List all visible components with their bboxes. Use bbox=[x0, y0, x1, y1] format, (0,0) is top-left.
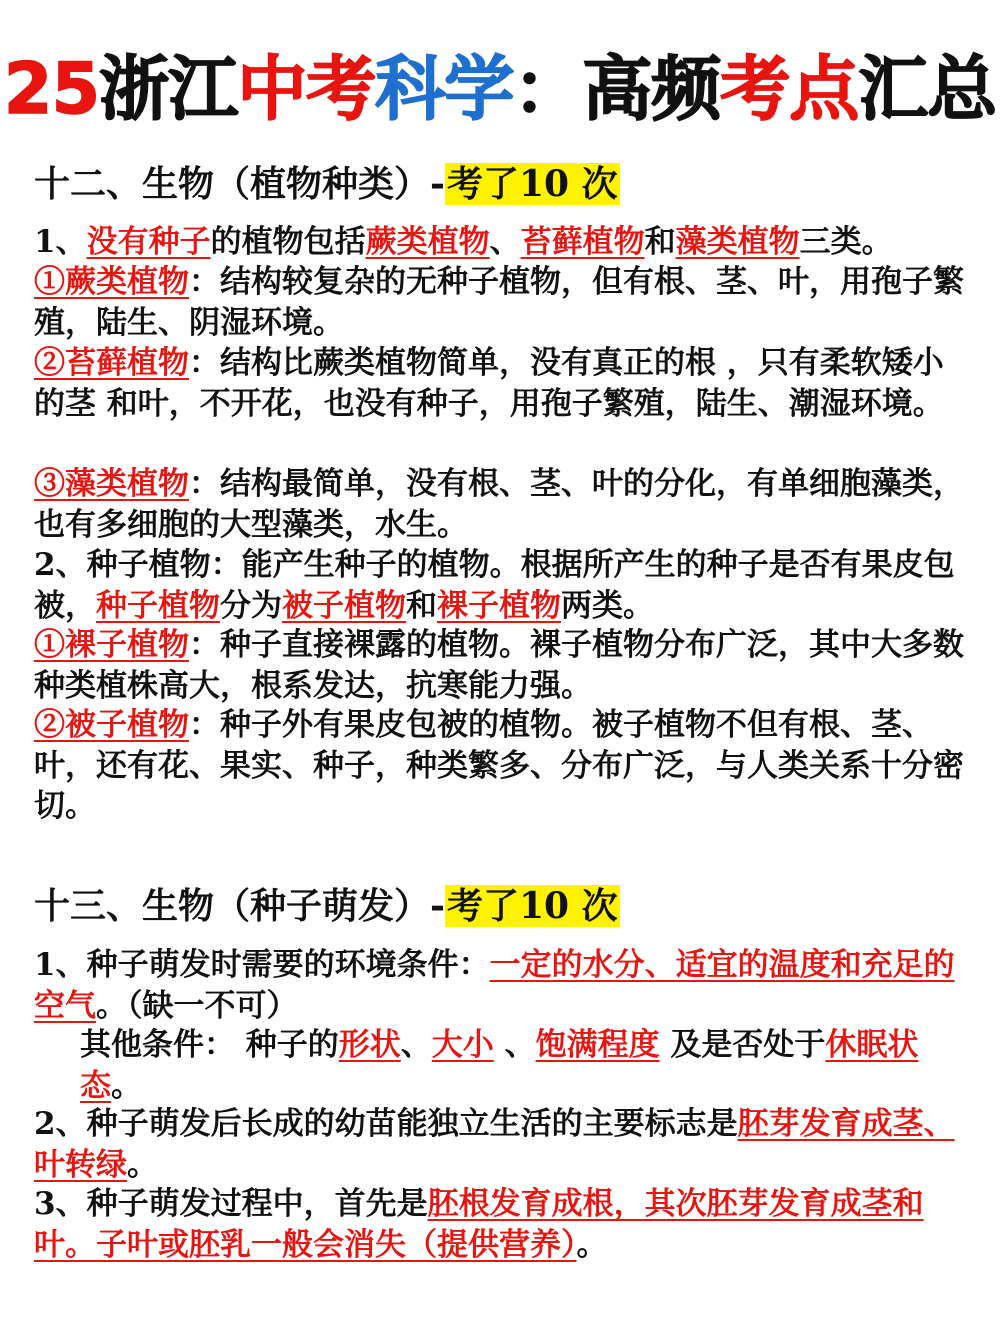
s13-item-2 bbox=[34, 1104, 974, 1185]
s13-item-1-text-a: 1、种子萌发时需要的环境条件： bbox=[34, 947, 490, 983]
section-12-count-badge: 考了10 次 bbox=[446, 163, 618, 205]
s12-item-2-key-gymnosperm: 裸子植物 bbox=[437, 587, 561, 624]
s13-other-text-e: 。 bbox=[111, 1067, 142, 1104]
s13-item-1-text-b: 。（缺一不可） bbox=[96, 987, 298, 1024]
s13-item-2-text-a: 2、种子萌发后长成的幼苗能独立生活的主要标志是 bbox=[34, 1106, 738, 1142]
s12-item-1-text-e: 三类。 bbox=[799, 224, 893, 260]
s12-gymnosperm-term: ①裸子植物 bbox=[34, 627, 189, 663]
s12-item-1-text-b: 的植物包括 bbox=[210, 224, 366, 260]
s13-other-key-fullness: 饱满程度 bbox=[535, 1027, 660, 1063]
s12-angiosperm-term: ②被子植物 bbox=[34, 707, 189, 743]
s12-item-2-text-a: 2、种子植物：能产生种子的植物。根据所产生的种子是否有果皮包被， bbox=[34, 547, 955, 624]
s12-angiosperm-paragraph bbox=[34, 705, 974, 827]
s12-item-1-key-algae: 藻类植物 bbox=[675, 224, 800, 260]
s13-item-1 bbox=[34, 945, 974, 1026]
s12-item-2-key-angiosperm: 被子植物 bbox=[282, 587, 406, 624]
s13-item-3-text-a: 3、种子萌发过程中，首先是 bbox=[34, 1186, 428, 1222]
s12-item-1-key-moss: 苔藓植物 bbox=[520, 224, 645, 260]
s12-fern-text: ：结构较复杂的无种子植物，但有根、茎、叶，用孢子繁殖，陆生、阴湿环境。 bbox=[34, 264, 964, 341]
s12-moss-paragraph bbox=[34, 343, 974, 424]
s12-item-1-key-fern: 蕨类植物 bbox=[365, 224, 490, 260]
s12-fern-paragraph bbox=[34, 262, 974, 343]
s12-moss-text: ：结构比蕨类植物简单，没有真正的根 ，只有柔软矮小的茎 和叶，不开花，也没有种子，用孢子繁殖，陆生、潮湿环境。 bbox=[34, 345, 944, 422]
section-13-heading-text: 十三、生物（种子萌发）- bbox=[34, 885, 445, 927]
s12-item-1-text-d: 和 bbox=[644, 224, 676, 260]
s13-item-3-text-b: 。 bbox=[576, 1226, 608, 1263]
s12-fern-term: ①蕨类植物 bbox=[34, 264, 189, 300]
s13-item-2-text-b: 。 bbox=[127, 1146, 158, 1183]
s13-other-text-c: 、 bbox=[493, 1027, 536, 1063]
s13-other-text-b: 、 bbox=[400, 1027, 432, 1063]
s12-algae-text: ：结构最简单，没有根、茎、叶的分化，有单细胞藻类，也有多细胞的大型藻类，水生。 bbox=[34, 466, 964, 543]
s13-other-text-d: 及是否处于 bbox=[659, 1027, 826, 1063]
s13-other-key-shape: 形状 bbox=[338, 1027, 401, 1063]
s12-item-2-text-d: 两类。 bbox=[561, 587, 654, 624]
s13-item-3-key-process: 胚根发育成根，其次胚芽发育成茎和叶。子叶或胚乳一般会消失（提供营养） bbox=[34, 1186, 924, 1263]
title-part-zhejiang: 浙江 bbox=[99, 48, 238, 130]
s12-item-1-text-a: 1、 bbox=[34, 224, 87, 260]
s12-item-1-text-c: 、 bbox=[489, 224, 521, 260]
s12-gymnosperm-paragraph bbox=[34, 625, 974, 706]
title-part-25: 25 bbox=[3, 48, 100, 130]
s12-moss-term: ②苔藓植物 bbox=[34, 345, 189, 381]
s12-gymnosperm-text: ：种子直接裸露的植物。裸子植物分布广泛，其中大多数种类植株高大，根系发达，抗寒能力强。 bbox=[34, 627, 964, 704]
s12-algae-paragraph bbox=[34, 464, 974, 545]
s12-item-1-key-no-seed: 没有种子 bbox=[86, 224, 211, 260]
title-part-kaodian: 考点 bbox=[720, 48, 859, 130]
s13-item-1-key-conditions: 一定的水分、适宜的温度和充足的空气 bbox=[34, 947, 955, 1024]
title-part-kexue: 科学 bbox=[375, 48, 514, 130]
title-part-gaopin: ：高频 bbox=[513, 48, 721, 130]
section-12-heading-text: 十二、生物（植物种类）- bbox=[34, 163, 445, 205]
s12-item-1 bbox=[34, 222, 974, 263]
s13-other-conditions bbox=[34, 1025, 974, 1106]
s13-other-text-a: 其他条件： 种子的 bbox=[80, 1027, 339, 1063]
s13-item-2-key-sign: 胚芽发育成茎、叶转绿 bbox=[34, 1106, 955, 1183]
s12-algae-term: ③藻类植物 bbox=[34, 466, 189, 502]
page-title bbox=[0, 44, 1000, 134]
s13-item-3 bbox=[34, 1184, 974, 1265]
section-12-heading bbox=[34, 160, 620, 208]
s12-item-2 bbox=[34, 545, 974, 626]
s12-item-2-text-b: 分为 bbox=[220, 587, 282, 624]
s12-angiosperm-text: ：种子外有果皮包被的植物。被子植物不但有根、茎、叶，还有花、果实、种子，种类繁多、分布广泛，与人类关系十分密切。 bbox=[34, 707, 964, 825]
s13-other-key-dormancy: 休眠状态 bbox=[80, 1027, 919, 1104]
section-13-count-badge: 考了10 次 bbox=[446, 885, 618, 927]
title-part-zhongkao: 中考 bbox=[237, 48, 376, 130]
s12-item-2-key-seed-plants: 种子植物 bbox=[96, 587, 220, 624]
s12-item-2-text-c: 和 bbox=[406, 587, 437, 624]
section-13-heading bbox=[34, 882, 620, 930]
s13-other-key-size: 大小 bbox=[431, 1027, 494, 1063]
title-part-huizong: 汇总 bbox=[858, 48, 997, 130]
